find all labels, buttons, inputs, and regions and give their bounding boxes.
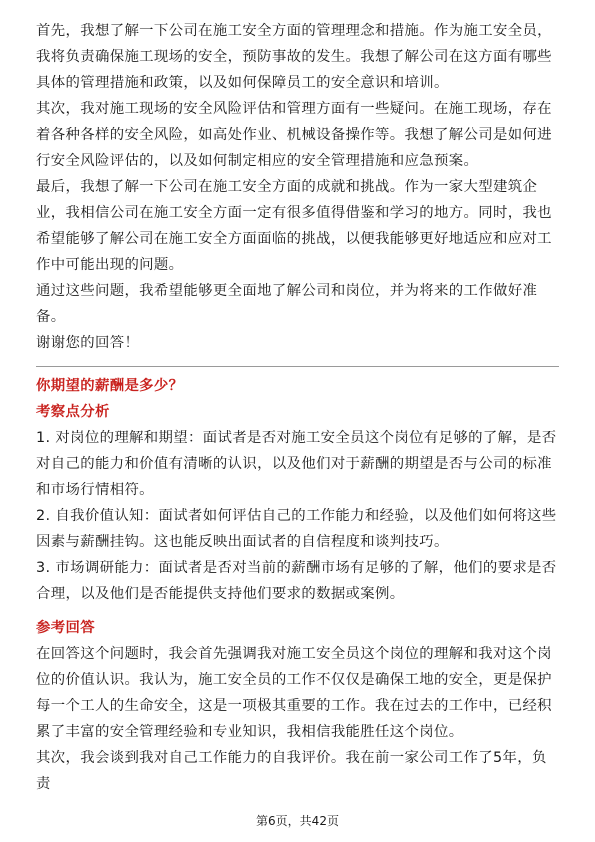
intro-paragraph-3: 最后，我想了解一下公司在施工安全方面的成就和挑战。作为一家大型建筑企业，我相信公司在施工安全方面一定有很多值得借鉴和学习的地方。同时，我也希望能够了解公司在施工安全方面面临的挑战，以便我能够更好地适应和应对工作中可能出现的问题。 <box>36 179 552 273</box>
intro-section <box>36 18 559 356</box>
intro-paragraph-4: 通过这些问题，我希望能够更全面地了解公司和岗位，并为将来的工作做好准备。 <box>36 283 538 325</box>
spacer <box>36 607 559 615</box>
analysis-list <box>36 425 559 607</box>
page-content <box>36 18 559 797</box>
analysis-item-3: 3. 市场调研能力：面试者是否对当前的薪酬市场有足够的了解，他们的要求是否合理，以及他们是否能提供支持他们要求的数据或案例。 <box>36 560 557 602</box>
page-number-footer: 第6页，共42页 <box>256 814 339 828</box>
intro-paragraph-5: 谢谢您的回答！ <box>36 335 140 351</box>
analysis-title: 考察点分析 <box>36 404 110 420</box>
section-divider <box>36 366 559 367</box>
reference-answer <box>36 641 559 797</box>
reference-paragraph-2: 其次，我会谈到我对自己工作能力的自我评价。我在前一家公司工作了5年，负责 <box>36 750 547 792</box>
intro-paragraph-1: 首先，我想了解一下公司在施工安全方面的管理理念和措施。作为施工安全员，我将负责确保施工现场的安全，预防事故的发生。我想了解公司在这方面有哪些具体的管理措施和政策，以及如何保障员工的安全意识和培训。 <box>36 23 552 91</box>
reference-paragraph-1: 在回答这个问题时，我会首先强调我对施工安全员这个岗位的理解和我对这个岗位的价值认识。我认为，施工安全员的工作不仅仅是确保工地的安全，更是保护每一个工人的生命安全，这是一项极其重要的工作。我在过去的工作中，已经积累了丰富的安全管理经验和专业知识，我相信我能胜任这个岗位。 <box>36 646 552 740</box>
intro-paragraph-2: 其次，我对施工现场的安全风险评估和管理方面有一些疑问。在施工现场，存在着各种各样的安全风险，如高处作业、机械设备操作等。我想了解公司是如何进行安全风险评估的，以及如何制定相应的安全管理措施和应急预案。 <box>36 101 552 169</box>
question-heading: 你期望的薪酬是多少？ <box>36 378 184 394</box>
reference-title: 参考回答 <box>36 620 95 636</box>
analysis-item-1: 1. 对岗位的理解和期望：面试者是否对施工安全员这个岗位有足够的了解，是否对自己的能力和价值有清晰的认识，以及他们对于薪酬的期望是否与公司的标准和市场行情相符。 <box>36 430 557 498</box>
analysis-item-2: 2. 自我价值认知：面试者如何评估自己的工作能力和经验，以及他们如何将这些因素与薪酬挂钩。这也能反映出面试者的自信程度和谈判技巧。 <box>36 508 557 550</box>
